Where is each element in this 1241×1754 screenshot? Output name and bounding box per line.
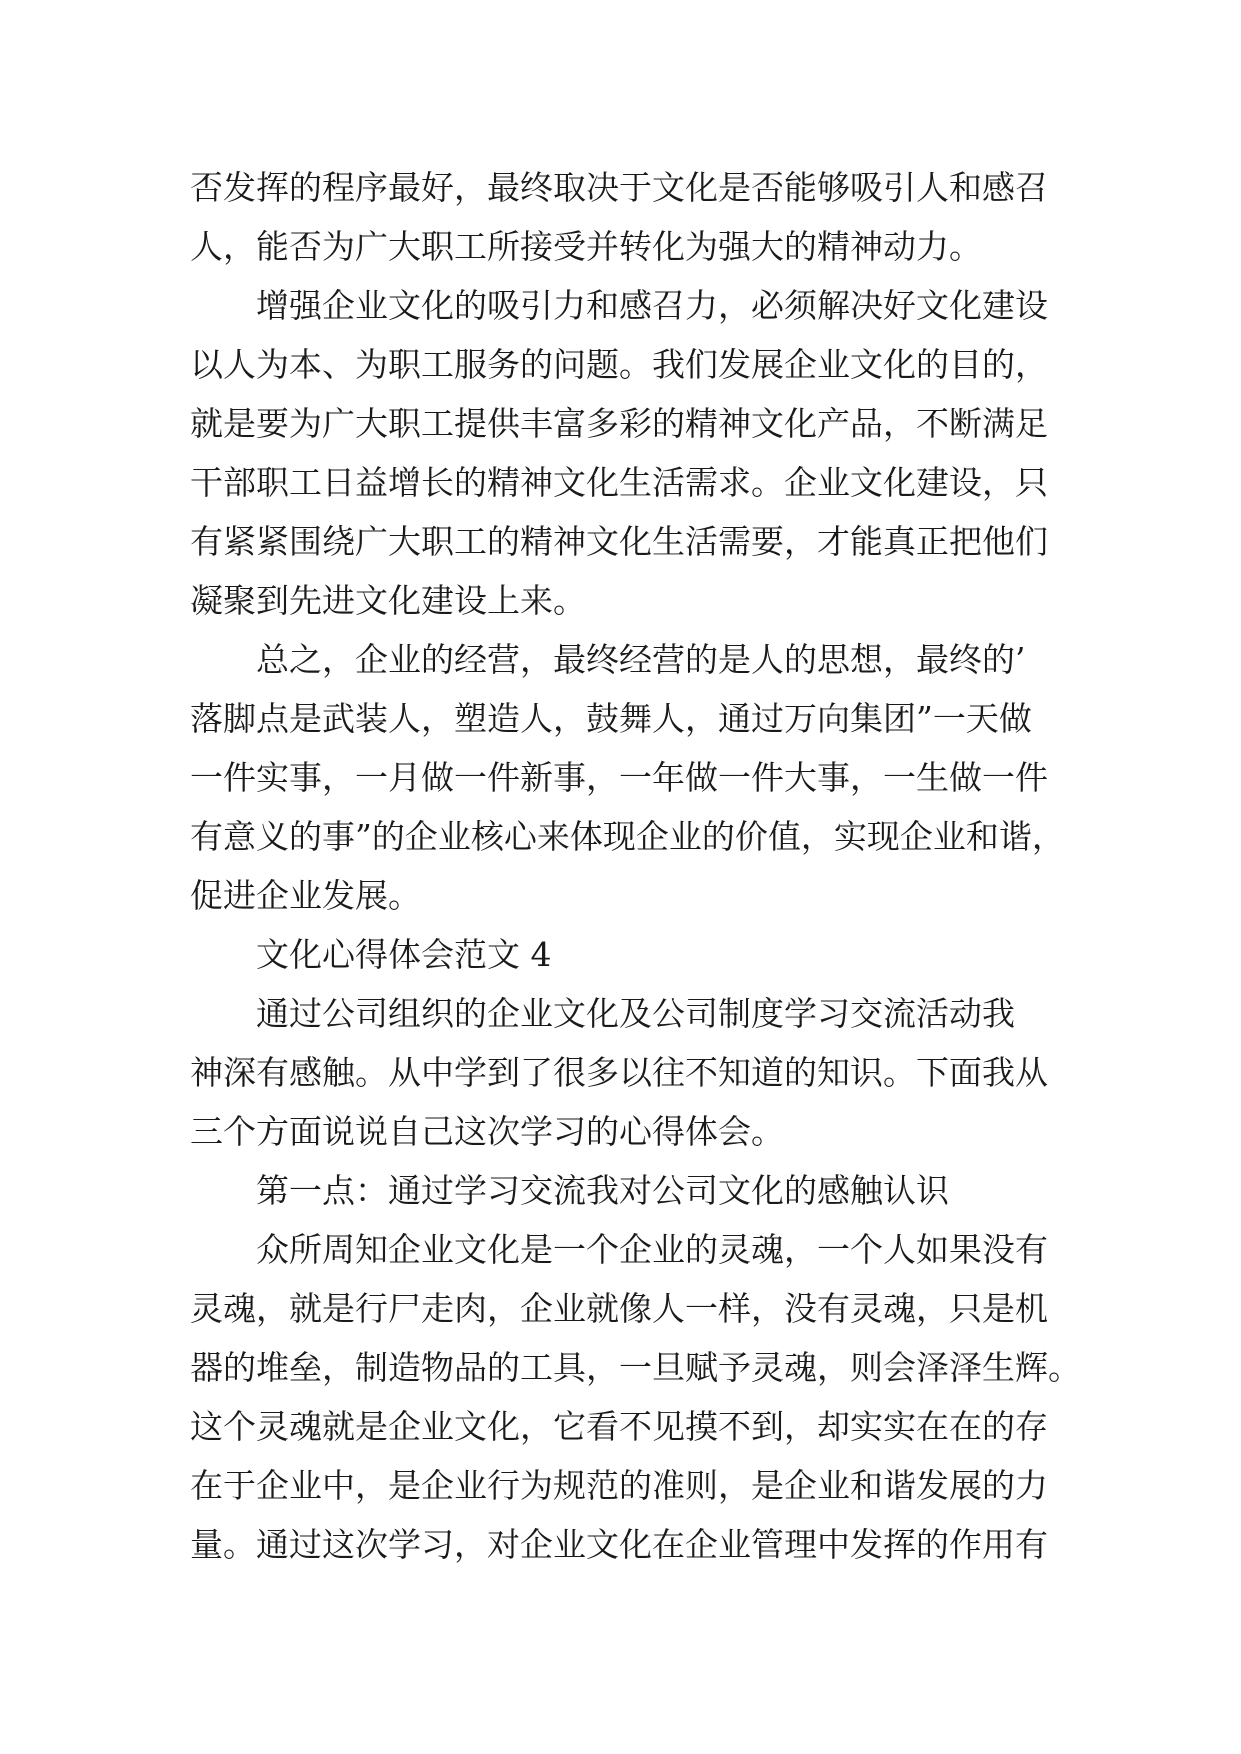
text-line: 三个方面说说自己这次学习的心得体会。 bbox=[190, 1112, 784, 1151]
text-line: 一件实事，一月做一件新事，一年做一件大事，一生做一件 bbox=[190, 758, 1048, 797]
text-line: 以人为本、为职工服务的问题。我们发展企业文化的目的， bbox=[190, 345, 1048, 384]
text-line: 促进企业发展。 bbox=[190, 876, 421, 915]
text-line: 落脚点是武装人，塑造人，鼓舞人，通过万向集团”一天做 bbox=[190, 699, 1032, 738]
text-line: 器的堆垒，制造物品的工具，一旦赋予灵魂，则会泽泽生辉。 bbox=[190, 1348, 1081, 1387]
subsection-heading: 第一点：通过学习交流我对公司文化的感触认识 bbox=[256, 1171, 949, 1210]
text-line: 这个灵魂就是企业文化，它看不见摸不到，却实实在在的存 bbox=[190, 1407, 1048, 1446]
document-body bbox=[190, 158, 1081, 1574]
text-line: 人，能否为广大职工所接受并转化为强大的精神动力。 bbox=[190, 227, 982, 266]
section-heading: 文化心得体会范文 4 bbox=[256, 935, 552, 974]
paragraph-start: 通过公司组织的企业文化及公司制度学习交流活动我 bbox=[256, 994, 1015, 1033]
text-line: 否发挥的程序最好，最终取决于文化是否能够吸引人和感召 bbox=[190, 168, 1048, 207]
paragraph-start: 众所周知企业文化是一个企业的灵魂，一个人如果没有 bbox=[256, 1230, 1048, 1269]
text-line: 干部职工日益增长的精神文化生活需求。企业文化建设，只 bbox=[190, 463, 1048, 502]
text-line: 在于企业中，是企业行为规范的准则，是企业和谐发展的力 bbox=[190, 1466, 1048, 1505]
text-line: 有意义的事”的企业核心来体现企业的价值，实现企业和谐， bbox=[190, 817, 1065, 856]
text-line: 有紧紧围绕广大职工的精神文化生活需要，才能真正把他们 bbox=[190, 522, 1048, 561]
paragraph-start: 总之，企业的经营，最终经营的是人的思想，最终的’ bbox=[256, 640, 1026, 679]
text-line: 量。通过这次学习，对企业文化在企业管理中发挥的作用有 bbox=[190, 1525, 1048, 1564]
text-line: 凝聚到先进文化建设上来。 bbox=[190, 581, 586, 620]
paragraph-start: 增强企业文化的吸引力和感召力，必须解决好文化建设 bbox=[256, 286, 1048, 325]
text-line: 灵魂，就是行尸走肉，企业就像人一样，没有灵魂，只是机 bbox=[190, 1289, 1048, 1328]
text-line: 就是要为广大职工提供丰富多彩的精神文化产品，不断满足 bbox=[190, 404, 1048, 443]
text-line: 神深有感触。从中学到了很多以往不知道的知识。下面我从 bbox=[190, 1053, 1048, 1092]
